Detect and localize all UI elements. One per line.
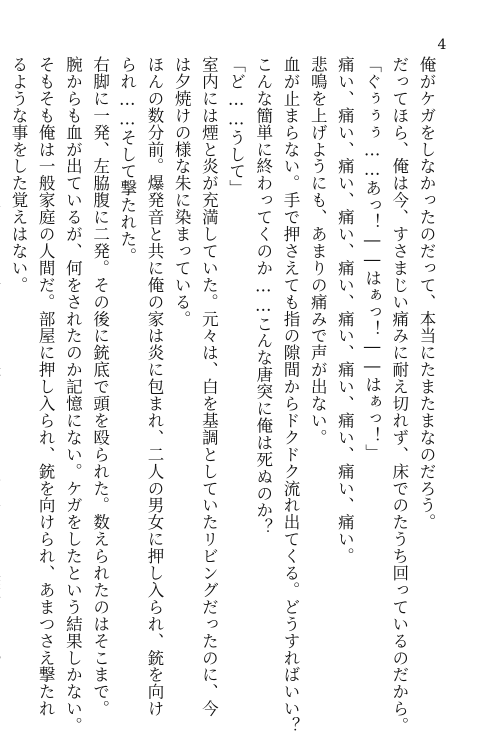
- text-line: ほんの数分前。爆発音と共に俺の家は炎に包まれ、二人の男女に押し入られ、銃を向け: [144, 56, 164, 718]
- text-line: るような事をした覚えはない。: [8, 56, 28, 294]
- text-line: は夕焼けの様な朱に染まっている。: [172, 56, 192, 328]
- text-line: だってほら、俺は今、すさまじい痛みに耐え切れず、床でのたうち回っているのだから。: [389, 56, 409, 734]
- text-line: 悲鳴を上げようにも、あまりの痛みで声が出ない。: [308, 56, 328, 446]
- text-line: [0, 56, 5, 676]
- text-line: 右脚に一発、左脇腹に二発。その後に銃底で頭を殴られた。数えられたのはそこまで。: [90, 56, 110, 718]
- text-line: 「ど……うして」: [226, 56, 246, 197]
- vertical-text-block: [0, 56, 440, 734]
- text-line: 室内には煙と炎が充満していた。元々は、白を基調としていたリビングだったのに、今: [199, 56, 219, 718]
- text-line: 血が止まらない。手で押さえても指の隙間からドクドク流れ出てくる。どうすればいい？: [280, 56, 300, 734]
- text-line: 痛い、痛い、痛い、痛い、痛い、痛い、痛い、痛い、痛い、痛い。: [335, 56, 355, 565]
- text-line: そもそも俺は一般家庭の人間だ。部屋に押し入られ、銃を向けられ、あまつさえ撃たれ: [36, 56, 56, 718]
- text-line: 腕からも血が出ているが、何をされたのか記憶にない。ケガをしたという結果しかない。: [63, 56, 83, 734]
- text-line: 「ぐぅぅぅ……あっ！――はぁっ！――はぁっ！」: [362, 56, 382, 461]
- text-line: こんな簡単に終わってくのか……こんな唐突に俺は死ぬのか？: [253, 56, 273, 536]
- text-line: られ……そして撃たれた。: [117, 56, 137, 265]
- text-line: 俺がケガをしなかったのだって、本当にたまたまなのだろう。: [417, 56, 436, 531]
- page-number: 4: [437, 37, 447, 53]
